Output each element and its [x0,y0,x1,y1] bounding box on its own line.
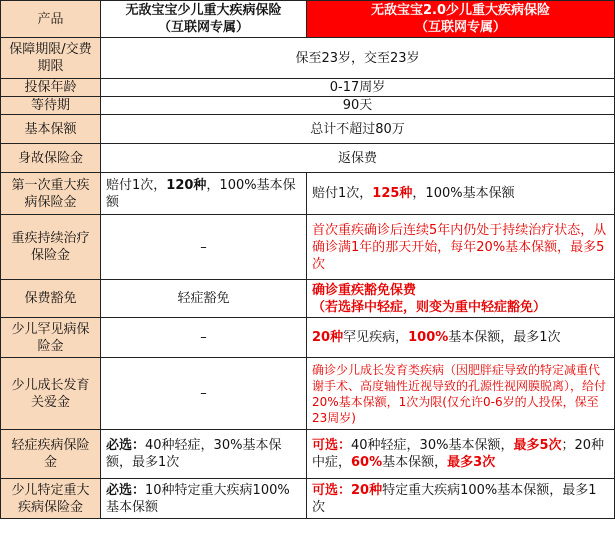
row-waiting-period [1,97,615,115]
row-value: 总计不超过80万 [101,115,615,144]
header-new-subtitle: （互联网专属） [414,20,506,35]
new-value: 首次重疾确诊后连续5年内仍处于持续治疗状态，从确诊满1年的那天开始，每年20%基本保额，最多5次 [307,215,615,280]
row-label: 轻症疾病保险金 [1,430,101,479]
row-label: 保障期限/交费期限 [1,38,101,79]
header-old-product [101,1,307,38]
new-value: 可选：20种特定重大疾病100%基本保额，最多1次 [307,479,615,519]
new-value: 确诊重疾豁免保费 （若选择中轻症，则变为重中轻症豁免） [307,280,615,318]
header-product-label: 产品 [1,1,101,38]
row-value: 保至23岁，交至23岁 [101,38,615,79]
row-growth-care [1,358,615,430]
row-label: 基本保额 [1,115,101,144]
row-value: 0-17周岁 [101,79,615,97]
header-new-title: 无敌宝宝2.0少儿重大疾病保险 [370,3,551,18]
new-value: 赔付1次，125种，100%基本保额 [307,173,615,215]
row-label: 第一次重大疾病保险金 [1,173,101,215]
row-base-amount [1,115,615,144]
old-value: 轻症豁免 [101,280,307,318]
row-label: 保费豁免 [1,280,101,318]
row-specific-critical-illness [1,479,615,519]
old-value: 必选：10种特定重大疾病100%基本保额 [101,479,307,519]
new-value: 确诊少儿成长发育类疾病（因肥胖症导致的特定减重代谢手术、高度轴性近视导致的孔源性视网膜脱离），给付20%基本保额，1次为限(仅允许0-6岁的人投保，保至23周岁) [307,358,615,430]
new-value: 可选：40种轻症，30%基本保额，最多5次；20种中症，60%基本保额，最多3次 [307,430,615,479]
row-label: 投保年龄 [1,79,101,97]
row-premium-waiver [1,280,615,318]
row-mild-illness [1,430,615,479]
header-new-product [307,1,615,38]
old-value: – [101,358,307,430]
old-value: 必选：40种轻症，30%基本保额，最多1次 [101,430,307,479]
header-old-title: 无敌宝宝少儿重大疾病保险 [125,3,282,18]
new-value: 20种罕见疾病，100%基本保额，最多1次 [307,318,615,358]
row-label: 等待期 [1,97,101,115]
row-age [1,79,615,97]
header-row [1,1,615,38]
row-coverage-period [1,38,615,79]
header-old-subtitle: （互联网专属） [157,20,249,35]
row-label: 少儿罕见病保险金 [1,318,101,358]
row-label: 身故保险金 [1,144,101,173]
old-value: – [101,215,307,280]
row-rare-disease [1,318,615,358]
old-value: 赔付1次，120种，100%基本保额 [101,173,307,215]
row-death-benefit [1,144,615,173]
old-value: – [101,318,307,358]
row-first-critical-illness [1,173,615,215]
row-value: 90天 [101,97,615,115]
row-value: 返保费 [101,144,615,173]
row-label: 少儿成长发育关爱金 [1,358,101,430]
row-continuous-treatment [1,215,615,280]
row-label: 重疾持续治疗保险金 [1,215,101,280]
row-label: 少儿特定重大疾病保险金 [1,479,101,519]
